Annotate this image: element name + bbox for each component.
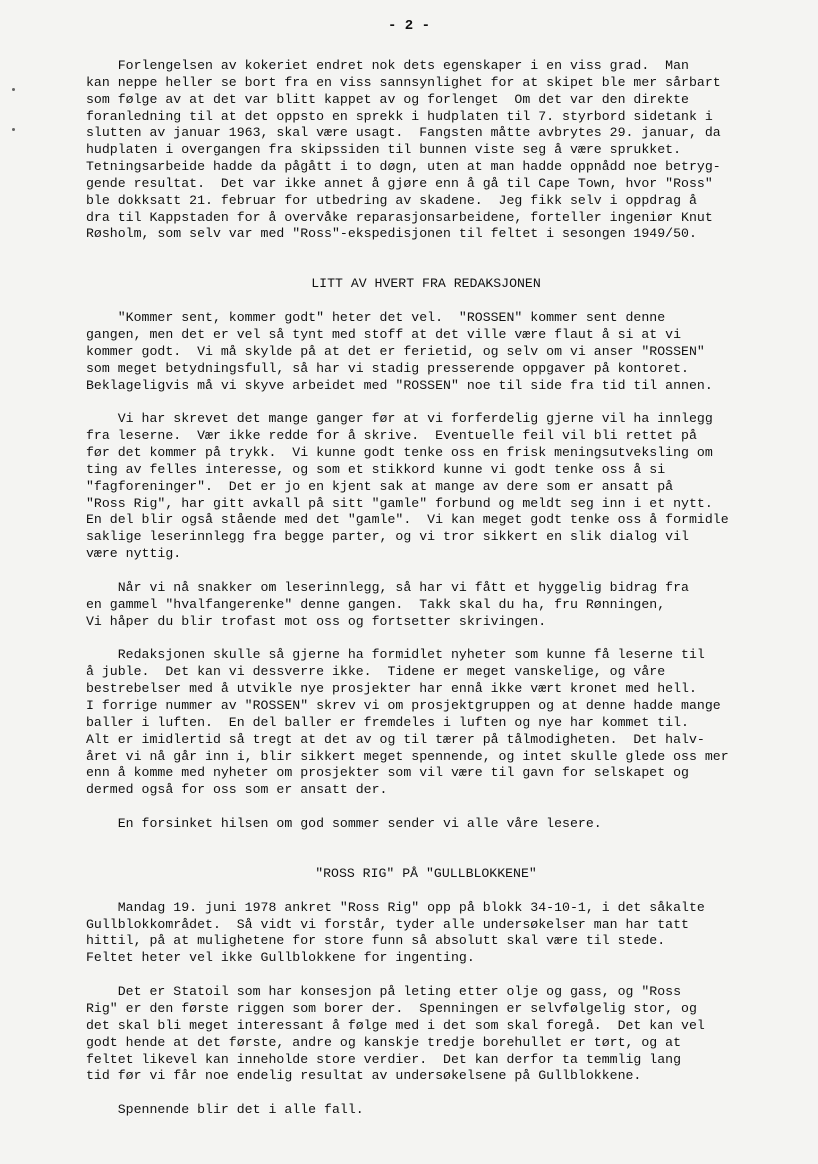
text-line: Tetningsarbeide hadde da pågått i to døgn, uten at man hadde oppnådd noe betryg- (86, 159, 721, 175)
text-line: Feltet heter vel ikke Gullblokkene for ingenting. (86, 950, 475, 966)
text-line: å juble. Det kan vi dessverre ikke. Tidene er meget vanskelige, og våre (86, 664, 666, 680)
text-line: Vi håper du blir trofast mot oss og fortsetter skrivingen. (86, 613, 547, 629)
text-line: "Kommer sent, kommer godt" heter det vel. "ROSSEN" kommer sent denne (86, 310, 666, 326)
text-line: Forlengelsen av kokeriet endret nok dets egenskaper i en viss grad. Man (86, 58, 689, 73)
text-line: "fagforeninger". Det er jo en kjent sak at mange av dere som er ansatt på (86, 478, 674, 494)
text-line: Når vi nå snakker om leserinnlegg, så har vi fått et hyggelig bidrag fra (86, 579, 689, 595)
text-line: feltet likevel kan inneholde store verdier. Det kan derfor ta temmlig lang (86, 1051, 682, 1067)
paragraph (86, 580, 766, 631)
text-line: fra leserne. Vær ikke redde for å skrive. Eventuelle feil vil bli rettet på (86, 428, 697, 444)
text-line: hudplaten i overgangen fra skipssiden til bunnen viste seg å være sprukket. (86, 142, 682, 158)
text-line: dra til Kappstaden for å overvåke reparasjonsarbeidene, forteller ingeniør Knut (86, 209, 713, 225)
paragraph (86, 984, 766, 1085)
section-heading-gullblokkene: "ROSS RIG" PÅ "GULLBLOKKENE" (315, 865, 537, 881)
redaksjon-section (86, 310, 766, 833)
text-line: før det kommer på trykk. Vi kunne godt tenke oss en frisk meningsutveksling om (86, 445, 713, 461)
text-line: gende resultat. Det var ikke annet å gjøre enn å gå til Cape Town, hvor "Ross" (86, 175, 713, 191)
text-line: I forrige nummer av "ROSSEN" skrev vi om prosjektgruppen og at denne hadde mange (86, 698, 721, 713)
text-line: året vi nå går inn i, blir sikkert meget spennende, og intet skulle glede oss mer (86, 748, 729, 764)
paragraph (86, 816, 766, 833)
text-line: baller i luften. En del baller er fremdeles i luften og nye har kommet til. (86, 714, 689, 730)
paragraph (86, 310, 766, 394)
intro-paragraph (86, 58, 766, 243)
text-line: Beklageligvis må vi skyve arbeidet med "ROSSEN" noe til side fra tid til annen. (86, 377, 713, 393)
text-line: Mandag 19. juni 1978 ankret "Ross Rig" opp på blokk 34-10-1, i det såkalte (86, 899, 705, 915)
text-line: ting av felles interesse, og som et stikkord kunne vi godt tenke oss å si (86, 461, 666, 477)
paragraph (86, 900, 766, 967)
text-line: kan neppe heller se bort fra en viss sannsynlighet for at skipet ble mer sårbart (86, 74, 721, 90)
gullblokk-section (86, 900, 766, 1119)
text-line: kommer godt. Vi må skylde på at det er ferietid, og selv om vi anser "ROSSEN" (86, 343, 705, 359)
text-line: det skal bli meget interessant å følge med i det som skal foregå. Det kan vel (86, 1017, 705, 1033)
document-body (86, 58, 766, 1119)
section-heading-redaksjonen: LITT AV HVERT FRA REDAKSJONEN (311, 276, 541, 292)
paragraph (86, 411, 766, 563)
text-line: En forsinket hilsen om god sommer sender vi alle våre lesere. (86, 816, 602, 832)
text-line: godt hende at det første, andre og kanskje tredje borehullet er tørt, og at (86, 1034, 682, 1050)
paragraph (86, 1102, 766, 1119)
scan-mark (12, 128, 15, 131)
text-line: Gullblokkområdet. Så vidt vi forstår, tyder alle undersøkelser man har tatt (86, 916, 689, 932)
text-line: gangen, men det er vel så tynt med stoff at det ville være flaut å si at vi (86, 326, 682, 342)
text-line: tid før vi får noe endelig resultat av undersøkelsene på Gullblokkene. (86, 1068, 642, 1084)
text-line: bestrebelser med å utvikle nye prosjekter har ennå ikke vært kronet med hell. (86, 681, 697, 697)
text-line: En del blir også stående med det "gamle". Vi kan meget godt tenke oss å formidle (86, 512, 729, 528)
text-line: hittil, på at mulighetene for store funn så absolutt skal være til stede. (86, 933, 666, 949)
text-line: "Ross Rig", har gitt avkall på sitt "gamle" forbund og meldt seg inn i et nytt. (86, 495, 713, 511)
text-line: slutten av januar 1963, skal være usagt. Fangsten måtte avbrytes 29. januar, da (86, 125, 721, 141)
text-line: enn å komme med nyheter om prosjekter som vil være til gavn for selskapet og (86, 765, 689, 781)
text-line: ble dokksatt 21. februar for utbedring av skadene. Jeg fikk selv i oppdrag å (86, 192, 697, 208)
text-line: Det er Statoil som har konsesjon på leting etter olje og gass, og "Ross (86, 984, 682, 1000)
text-line: en gammel "hvalfangerenke" denne gangen. Takk skal du ha, fru Rønningen, (86, 596, 666, 612)
text-line: Vi har skrevet det mange ganger før at vi forferdelig gjerne vil ha innlegg (86, 411, 713, 427)
page-number: - 2 - (387, 18, 430, 34)
text-line: Rig" er den første riggen som borer der. Spenningen er selvfølgelig stor, og (86, 1000, 697, 1016)
text-line: Røsholm, som selv var med "Ross"-ekspedisjonen til feltet i sesongen 1949/50. (86, 226, 697, 242)
text-line: Alt er imidlertid så tregt at det av og til tærer på tålmodigheten. Det halv- (86, 731, 705, 747)
text-line: være nyttig. (86, 546, 182, 562)
text-line: Spennende blir det i alle fall. (86, 1102, 364, 1118)
text-line: Redaksjonen skulle så gjerne ha formidlet nyheter som kunne få leserne til (86, 647, 705, 663)
text-line: saklige leserinnlegg fra begge parter, og vi tror sikkert en slik dialog vil (86, 529, 689, 545)
paragraph (86, 647, 766, 799)
text-line: foranledning til at det oppsto en sprekk i hudplaten til 7. styrbord sidetank i (86, 108, 713, 124)
text-line: dermed også for oss som er ansatt der. (86, 782, 388, 798)
scan-mark (12, 88, 15, 91)
text-line: som følge av at det var blitt kappet av og forlenget Om det var den direkte (86, 91, 689, 107)
text-line: som meget betydningsfull, så har vi stadig presserende oppgaver på kontoret. (86, 360, 689, 376)
